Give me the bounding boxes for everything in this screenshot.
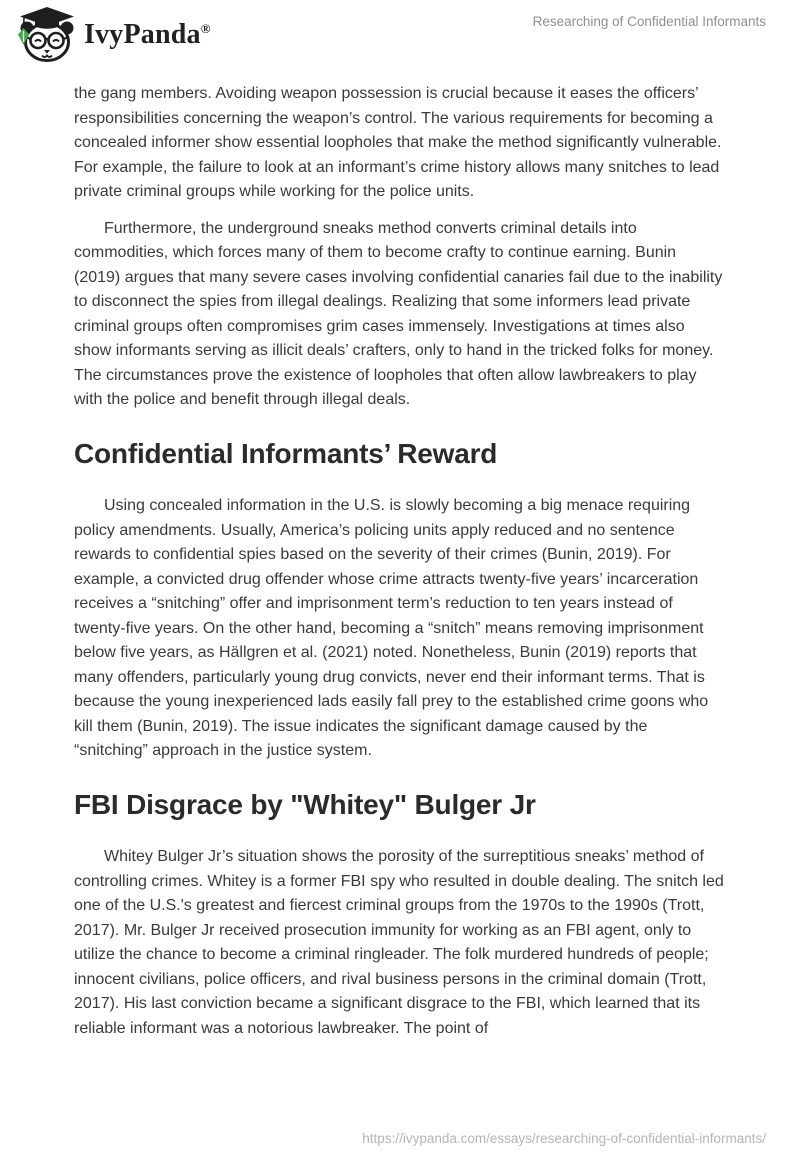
panda-graduation-cap-icon <box>14 6 78 64</box>
ivypanda-logo <box>14 6 211 64</box>
body-paragraph-2: Furthermore, the underground sneaks method converts criminal details into commodities, which forces many of them to become crafty to continue earning. Bunin (2019) argues that many severe cases involving confidential canaries fail due to the inability to disconnect the spies from illegal dealings. Realizing that some informers lead private criminal groups often compromises grim cases immensely. Investigations at times also show informants serving as illicit deals’ crafters, only to hand in the tricked folks for money. The circumstances prove the existence of loopholes that often allow lawbreakers to play with the police and benefit through illegal deals. <box>74 219 723 408</box>
body-paragraph-1: the gang members. Avoiding weapon possession is crucial because it eases the officers’ responsibilities concerning the weapon’s control. The various requirements for becoming a concealed informer show essential loopholes that make the method significantly vulnerable. For example, the failure to look at an informant’s crime history allows many snitches to lead private criminal groups while working for the police units. <box>74 85 722 200</box>
source-url: https://ivypanda.com/essays/researching-of-confidential-informants/ <box>362 1131 766 1146</box>
section-heading-fbi-disgrace: FBI Disgrace by "Whitey" Bulger Jr <box>74 788 536 820</box>
ivypanda-logo-text <box>84 19 211 51</box>
document-title: Researching of Confidential Informants <box>532 14 766 29</box>
article-content <box>0 76 800 1041</box>
body-paragraph-3: Using concealed information in the U.S. is slowly becoming a big menace requiring policy amendments. Usually, America’s policing units apply reduced and no sentence rewards to confidential spies based on the severity of their crimes (Bunin, 2019). For example, a convicted drug offender whose crime attracts twenty-five years’ incarceration receives a “snitching” offer and imprisonment term’s reduction to ten years instead of twenty-five years. On the other hand, becoming a “snitch” means removing imprisonment below five years, as Hällgren et al. (2021) noted. Nonetheless, Bunin (2019) reports that many offenders, particularly young drug convicts, never end their informant terms. That is because the young inexperienced lads easily fall prey to the established crime goons who kill them (Bunin, 2019). The issue indicates the significant damage caused by the “snitching” approach in the justice system. <box>74 497 709 760</box>
registered-trademark-symbol: ® <box>200 21 211 36</box>
logo-wordmark: IvyPanda <box>84 19 201 50</box>
page-footer <box>362 1131 766 1146</box>
section-heading-confidential-informants-reward: Confidential Informants’ Reward <box>74 437 498 469</box>
page-header <box>0 0 800 76</box>
body-paragraph-4: Whitey Bulger Jr’s situation shows the porosity of the surreptitious sneaks’ method of controlling crimes. Whitey is a former FBI spy who resulted in double dealing. The snitch led one of the U.S.'s greatest and fiercest criminal groups from the 1970s to the 1990s (Trott, 2017). Mr. Bulger Jr received prosecution immunity for working as an FBI agent, only to utilize the chance to become a criminal ringleader. The folk murdered hundreds of people; innocent civilians, police officers, and rival business persons in the criminal domain (Trott, 2017). His last conviction became a significant disgrace to the FBI, which learned that its reliable informant was a notorious lawbreaker. The point of <box>74 848 724 1037</box>
